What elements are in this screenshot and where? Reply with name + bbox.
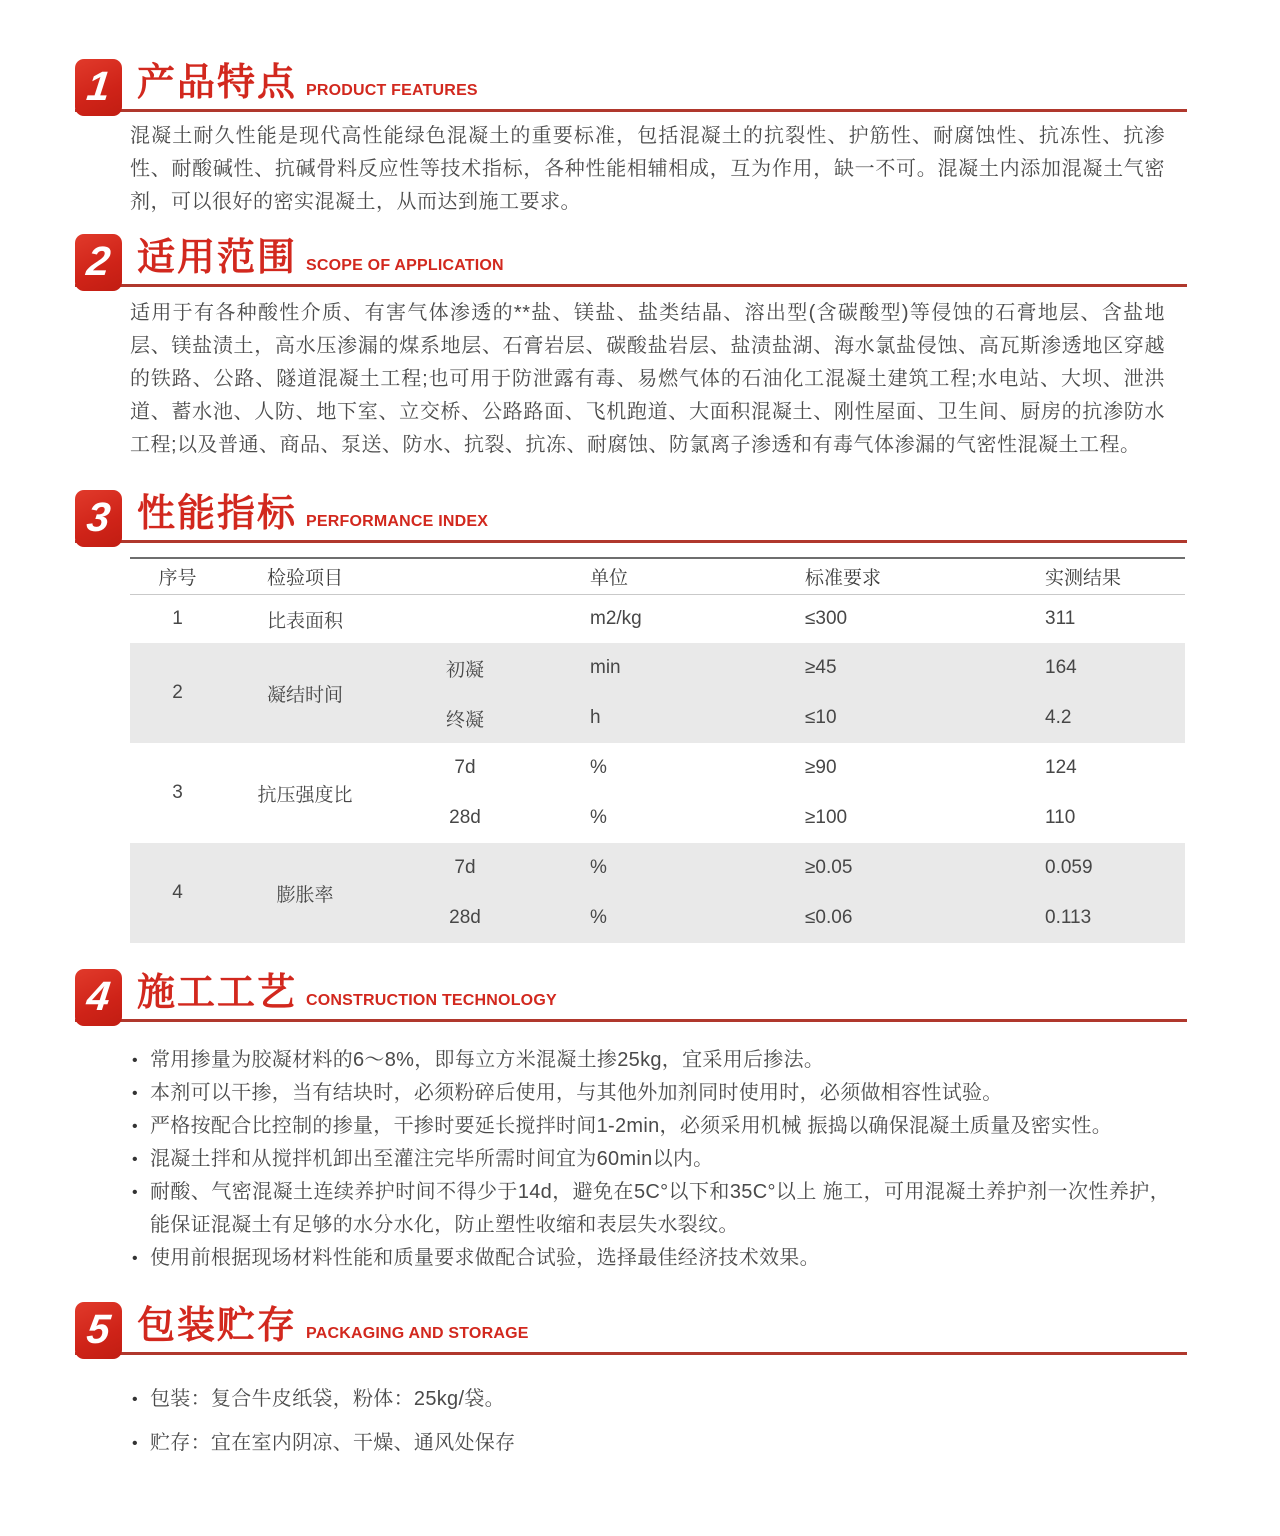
section-subtitle-en: SCOPE OF APPLICATION	[306, 257, 504, 274]
list-item	[132, 1427, 1170, 1460]
section-number-badge	[75, 234, 122, 291]
list-item	[132, 1143, 1170, 1176]
cell-sub: 7d	[454, 857, 476, 878]
col-header-result: 实测结果	[1045, 568, 1122, 589]
col-header-no: 序号	[158, 568, 197, 589]
col-header-sub	[385, 559, 545, 594]
cell-sub: 初凝	[445, 659, 484, 681]
cell-result: 124	[1045, 757, 1077, 778]
bullet-icon: •	[132, 1184, 138, 1201]
cell-unit: %	[590, 907, 607, 928]
section-header	[75, 52, 1187, 112]
bullet-text: 混凝土拌和从搅拌机卸出至灌注完毕所需时间宜为60min以内。	[150, 1148, 714, 1170]
packaging-bullet-list	[132, 1383, 1170, 1460]
bullet-icon: •	[132, 1250, 138, 1267]
section-construction-technology	[0, 962, 1280, 1275]
table-row-group	[130, 843, 1185, 943]
cell-req: ≥90	[805, 757, 837, 778]
section-number: 1	[84, 63, 113, 109]
bullet-icon: •	[132, 1435, 138, 1452]
scope-paragraph: 适用于有各种酸性介质、有害气体渗透的**盐、镁盐、盐类结晶、溶出型(含碳酸型)等侵蚀的石膏地层、含盐地层、镁盐渍土，高水压渗漏的煤系地层、石膏岩层、碳酸盐岩层、盐渍盐湖、海水氯盐侵蚀、高瓦斯渗透地区穿越的铁路、公路、隧道混凝土工程;也可用于防泄露有毒、易燃气体的石油化工混凝土建筑工程;水电站、大坝、泄洪道、蓄水池、人防、地下室、立交桥、公路路面、飞机跑道、大面积混凝土、刚性屋面、卫生间、厨房的抗渗防水工程;以及普通、商品、泵送、防水、抗裂、抗冻、耐腐蚀、防氯离子渗透和有毒气体渗漏的气密性混凝土工程。	[130, 302, 1165, 456]
section-performance-index	[0, 483, 1280, 943]
list-item	[132, 1242, 1170, 1275]
cell-result: 0.113	[1045, 907, 1092, 928]
section-number-badge	[75, 59, 122, 116]
section-title: 包装贮存	[137, 1305, 298, 1347]
list-item	[132, 1077, 1170, 1110]
cell-no: 2	[172, 682, 183, 703]
table-row-group	[130, 743, 1185, 843]
section-scope-of-application	[0, 227, 1280, 462]
table-header-row	[130, 557, 1185, 595]
section-subtitle-en: PRODUCT FEATURES	[306, 82, 478, 99]
section-number: 3	[84, 494, 113, 540]
cell-no: 1	[172, 608, 183, 629]
section-header	[75, 227, 1187, 287]
cell-unit: h	[590, 707, 601, 728]
section-packaging-and-storage	[0, 1295, 1280, 1460]
cell-unit: %	[590, 857, 607, 878]
table-row	[130, 595, 1185, 643]
col-header-req: 标准要求	[805, 568, 882, 589]
section-header	[75, 1295, 1187, 1355]
cell-item: 抗压强度比	[257, 784, 353, 806]
section-product-features	[0, 52, 1280, 219]
cell-req: ≤0.06	[805, 907, 853, 928]
cell-no: 3	[172, 782, 183, 803]
list-item	[132, 1110, 1170, 1143]
features-paragraph: 混凝土耐久性能是现代高性能绿色混凝土的重要标准，包括混凝土的抗裂性、护筋性、耐腐蚀性、抗冻性、抗渗性、耐酸碱性、抗碱骨料反应性等技术指标，各种性能相辅相成，互为作用，缺一不可。混凝土内添加混凝土气密剂，可以很好的密实混凝土，从而达到施工要求。	[130, 125, 1165, 213]
bullet-text: 本剂可以干掺，当有结块时，必须粉碎后使用，与其他外加剂同时使用时，必须做相容性试验。	[150, 1082, 1003, 1104]
cell-item: 膨胀率	[276, 884, 334, 906]
bullet-text: 包装：复合牛皮纸袋，粉体：25kg/袋。	[150, 1388, 505, 1410]
section-subtitle-en: PERFORMANCE INDEX	[306, 513, 489, 530]
cell-result: 311	[1045, 608, 1076, 629]
bullet-icon: •	[132, 1151, 138, 1168]
cell-req: ≤10	[805, 707, 837, 728]
section-number-badge	[75, 969, 122, 1026]
section-number-badge	[75, 490, 122, 547]
section-number: 2	[84, 238, 113, 284]
cell-item: 比表面积	[266, 610, 343, 632]
cell-sub: 28d	[449, 807, 481, 828]
section-subtitle-en: PACKAGING AND STORAGE	[306, 1325, 529, 1342]
list-item	[132, 1383, 1170, 1416]
bullet-text: 贮存：宜在室内阴凉、干燥、通风处保存	[150, 1432, 516, 1454]
table-row-group	[130, 643, 1185, 743]
bullet-text: 使用前根据现场材料性能和质量要求做配合试验，选择最佳经济技术效果。	[150, 1247, 820, 1269]
cell-req: ≥45	[805, 657, 837, 678]
cell-unit: min	[590, 657, 621, 678]
section-number: 4	[84, 973, 113, 1019]
section-header	[75, 483, 1187, 543]
cell-result: 110	[1045, 807, 1076, 828]
cell-no: 4	[172, 882, 183, 903]
bullet-icon: •	[132, 1052, 138, 1069]
col-header-unit: 单位	[590, 568, 629, 589]
cell-sub	[385, 595, 545, 643]
section-number-badge	[75, 1302, 122, 1359]
section-title: 适用范围	[137, 237, 298, 279]
bullet-icon: •	[132, 1085, 138, 1102]
section-number: 5	[84, 1306, 113, 1352]
bullet-icon: •	[132, 1118, 138, 1135]
col-header-item: 检验项目	[266, 568, 343, 589]
performance-table	[130, 557, 1185, 943]
cell-unit: %	[590, 807, 607, 828]
cell-result: 4.2	[1045, 707, 1072, 728]
cell-sub: 终凝	[445, 709, 484, 731]
cell-sub: 7d	[454, 757, 476, 778]
cell-req: ≥100	[805, 807, 848, 828]
section-subtitle-en: CONSTRUCTION TECHNOLOGY	[306, 992, 557, 1009]
cell-item: 凝结时间	[266, 684, 343, 706]
section-title: 性能指标	[137, 493, 298, 535]
cell-unit: %	[590, 757, 607, 778]
bullet-text: 常用掺量为胶凝材料的6～8%，即每立方米混凝土掺25kg，宜采用后掺法。	[150, 1049, 825, 1071]
bullet-text: 严格按配合比控制的掺量，干掺时要延长搅拌时间1-2min，必须采用机械 振捣以确保混凝土质量及密实性。	[150, 1115, 1112, 1137]
cell-result: 164	[1045, 657, 1077, 678]
list-item	[132, 1176, 1170, 1242]
section-title: 产品特点	[137, 62, 298, 104]
bullet-text: 耐酸、气密混凝土连续养护时间不得少于14d，避免在5C°以下和35C°以上 施工，可用混凝土养护剂一次性养护，能保证混凝土有足够的水分水化，防止塑性收缩和表层失水裂纹。	[150, 1181, 1170, 1236]
cell-result: 0.059	[1045, 857, 1093, 878]
section-title: 施工工艺	[137, 972, 298, 1014]
cell-sub: 28d	[449, 907, 481, 928]
bullet-icon: •	[132, 1391, 138, 1408]
construction-bullet-list	[132, 1044, 1170, 1275]
cell-req: ≥0.05	[805, 857, 853, 878]
cell-req: ≤300	[805, 608, 848, 629]
cell-unit: m2/kg	[590, 608, 642, 629]
list-item	[132, 1044, 1170, 1077]
section-header	[75, 962, 1187, 1022]
